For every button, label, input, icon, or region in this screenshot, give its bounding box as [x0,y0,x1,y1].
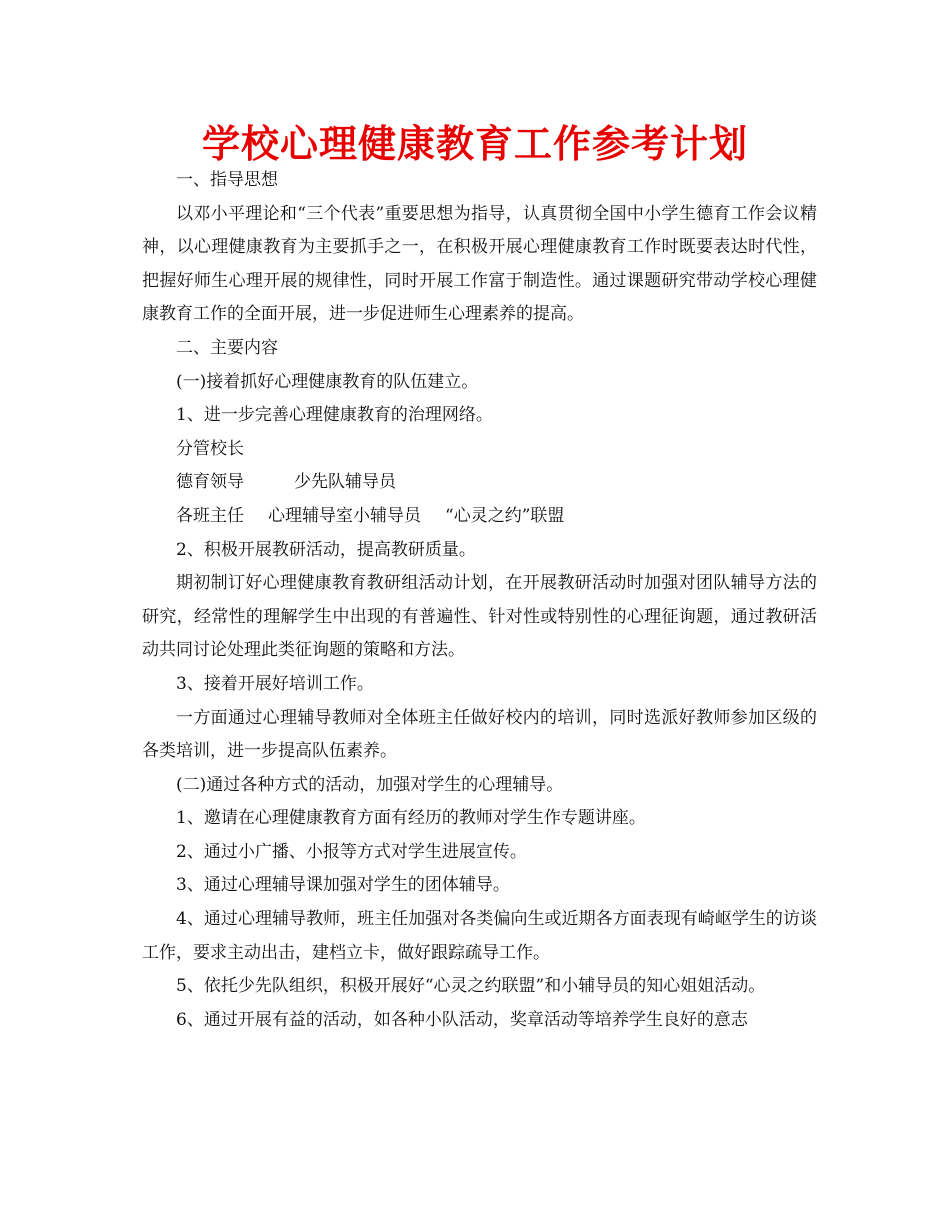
org-class-teachers: 各班主任 [176,505,244,526]
item-training: 3、接着开展好培训工作。 [176,673,374,694]
paragraph-guiding-thought: 以邓小平理论和“三个代表”重要思想为指导，认真贯彻全国中小学生德育工作会议精神，以心理健康教育为主要抓手之一，在积极开展心理健康教育工作时既要表达时代性，把握好师生心理开展的规律性，同时开展工作富于制造性。通过课题研究带动学校心理健康教育工作的全面开展，进一步促进师生心理素养的提高。 [142,203,817,325]
org-chart-line-2 [142,466,817,500]
org-moral-leader: 德育领导 [176,472,244,493]
paragraph-training: 一方面通过心理辅导教师对全体班主任做好校内的培训，同时选派好教师参加区级的各类培训，进一步提高队伍素养。 [142,707,817,762]
org-heart-alliance: “心灵之约”联盟 [445,505,565,526]
item-beneficial-activities: 6、通过开展有益的活动，如各种小队活动，奖章活动等培养学生良好的意志 [176,1009,748,1030]
org-principal: 分管校长 [176,438,244,459]
item-counseling-class: 3、通过心理辅导课加强对学生的团体辅导。 [176,875,510,896]
subsection-heading-team: (一)接着抓好心理健康教育的队伍建立。 [176,371,479,392]
document-body [142,164,817,1037]
org-chart-line-3 [142,500,817,534]
item-management-network: 1、进一步完善心理健康教育的治理网络。 [176,405,493,426]
org-chart-line-1 [142,433,817,467]
section-heading-main-content: 二、主要内容 [176,337,278,358]
item-pioneer-activities: 5、依托少先队组织，积极开展好“心灵之约联盟”和小辅导员的知心姐姐活动。 [176,976,766,997]
paragraph-teaching-research: 期初制订好心理健康教育教研组活动计划，在开展教研活动时加强对团队辅导方法的研究，经常性的理解学生中出现的有普遍性、针对性或特别性的心理征询题，通过教研活动共同讨论处理此类征询题的策略和方法。 [142,573,817,661]
org-counseling-room-assistants: 心理辅导室小辅导员 [268,505,421,526]
item-lectures: 1、邀请在心理健康教育方面有经历的教师对学生作专题讲座。 [176,808,646,829]
section-heading-guiding-thought: 一、指导思想 [176,170,278,190]
subsection-heading-activities: (二)通过各种方式的活动，加强对学生的心理辅导。 [176,774,564,795]
org-pioneer-counselor: 少先队辅导员 [294,472,396,493]
document-title: 学校心理健康教育工作参考计划 [201,122,748,166]
item-interviews: 4、通过心理辅导教师，班主任加强对各类偏向生或近期各方面表现有崎岖学生的访谈工作，要求主动出击，建档立卡，做好跟踪疏导工作。 [142,909,817,963]
item-teaching-research: 2、积极开展教研活动，提高教研质量。 [176,539,476,560]
item-broadcast: 2、通过小广播、小报等方式对学生进展宣传。 [176,841,527,862]
